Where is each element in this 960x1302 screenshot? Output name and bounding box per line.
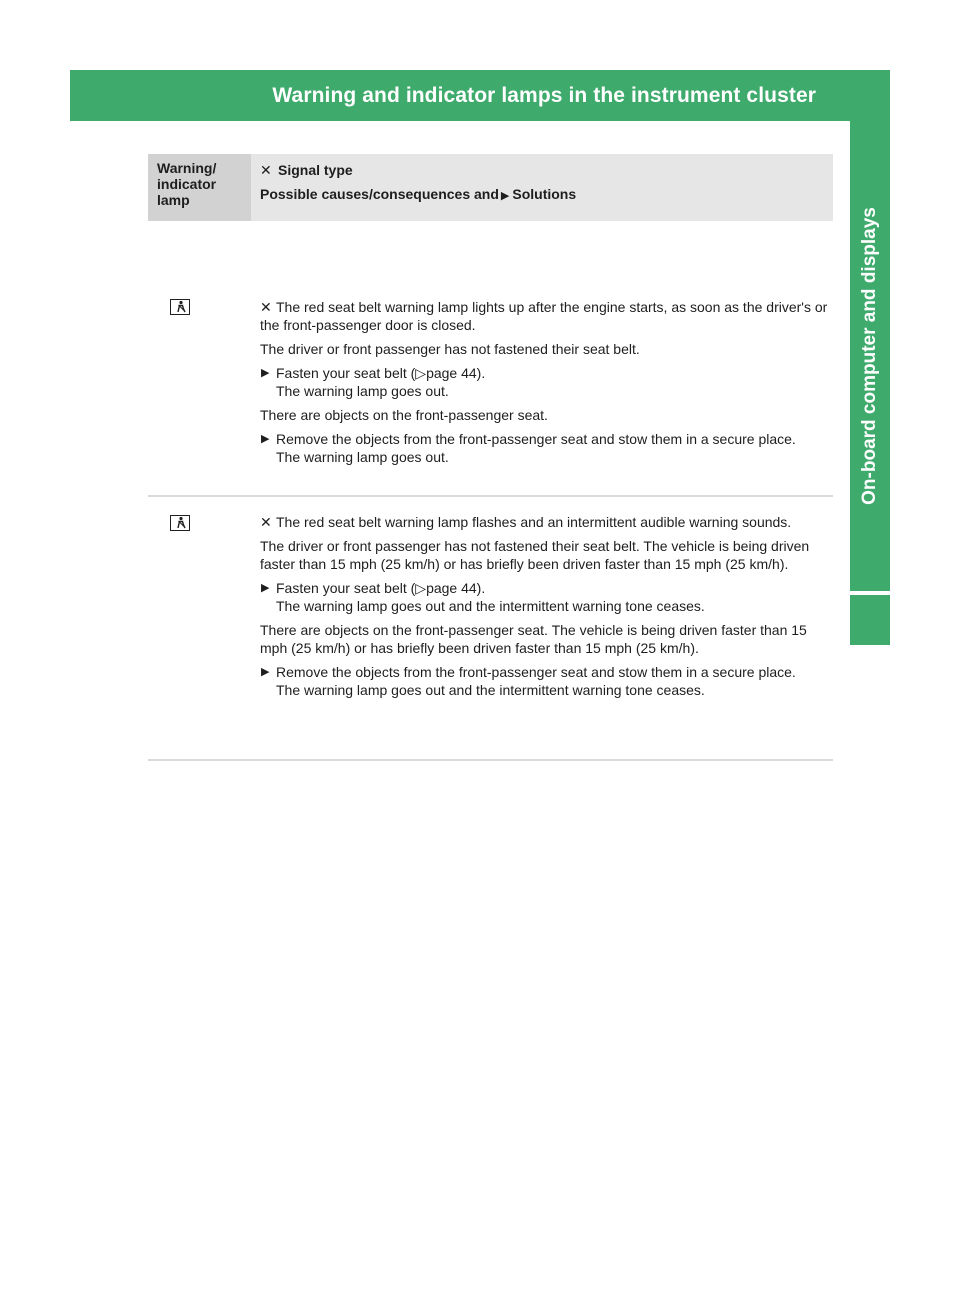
cause-text: There are objects on the front-passenger seat.: [260, 407, 548, 423]
page-ref-icon: ▷: [415, 580, 427, 596]
solution-arrow-icon: ▶: [261, 433, 270, 445]
warning-lamp-table: [148, 154, 833, 761]
cause-text: There are objects on the front-passenger seat. The vehicle is being driven faster than 15 mph (25 km/h) or has briefly been driven faster than 15 mph (25 km/h).: [260, 622, 807, 656]
causes-label: Possible causes/consequences and: [260, 186, 499, 202]
page-number: 233: [916, 85, 948, 106]
solution-arrow-icon: ▶: [261, 666, 270, 678]
signal-text: The red seat belt warning lamp flashes and an intermittent audible warning sounds.: [276, 514, 792, 530]
solution-item: [260, 430, 833, 466]
table-row: [148, 221, 833, 497]
solution-result: The warning lamp goes out.: [276, 383, 449, 399]
solution-item: [260, 663, 833, 699]
solution-text: Remove the objects from the front-passenger seat and stow them in a secure place.: [276, 431, 796, 447]
solution-result: The warning lamp goes out and the intermittent warning tone ceases.: [276, 598, 705, 614]
solution-result: The warning lamp goes out and the intermittent warning tone ceases.: [276, 682, 705, 698]
seat-belt-warning-icon: [170, 299, 190, 315]
section-tab-label-wrap: [850, 121, 890, 591]
table-header: [148, 154, 833, 221]
seat-belt-warning-icon: [170, 515, 190, 531]
table-row: [148, 497, 833, 761]
solution-text: Fasten your seat belt (: [276, 365, 416, 381]
column-header-signal: [251, 154, 833, 221]
page-title: Warning and indicator lamps in the instrument cluster: [272, 84, 816, 107]
section-tab-label: On-board computer and displays: [859, 207, 880, 505]
cause-text: The driver or front passenger has not fastened their seat belt.: [260, 341, 640, 357]
signal-type-label: Signal type: [278, 162, 353, 178]
lamp-cell: [148, 497, 251, 759]
page-header: [70, 70, 948, 121]
lamp-cell: [148, 221, 251, 495]
solution-text: Fasten your seat belt (: [276, 580, 416, 596]
page-reference[interactable]: page 44).: [426, 580, 486, 596]
solution-arrow-icon: ▶: [261, 367, 270, 379]
signal-x-icon: ✕: [260, 514, 272, 530]
row-content: [251, 221, 833, 495]
column-header-lamp: Warning/ indicator lamp: [148, 154, 251, 221]
solution-item: [260, 364, 833, 400]
solutions-label: Solutions: [512, 186, 577, 202]
cause-text: The driver or front passenger has not fastened their seat belt. The vehicle is being driven faster than 15 mph (25 km/h) or has briefly been driven faster than 15 mph (25 km/h).: [260, 538, 810, 572]
signal-text: The red seat belt warning lamp lights up after the engine starts, as soon as the driver's or the front-passenger door is closed.: [260, 299, 828, 333]
solution-text: Remove the objects from the front-passenger seat and stow them in a secure place.: [276, 664, 796, 680]
page-reference[interactable]: page 44).: [426, 365, 486, 381]
signal-x-icon: ✕: [260, 162, 272, 178]
page-ref-icon: ▷: [415, 365, 427, 381]
signal-x-icon: ✕: [260, 299, 272, 315]
solution-arrow-icon: ▶: [261, 582, 270, 594]
solution-item: [260, 579, 833, 615]
section-marker: [850, 595, 890, 645]
solution-arrow-icon: ▶: [500, 190, 510, 202]
row-content: [251, 497, 833, 759]
solution-result: The warning lamp goes out.: [276, 449, 449, 465]
